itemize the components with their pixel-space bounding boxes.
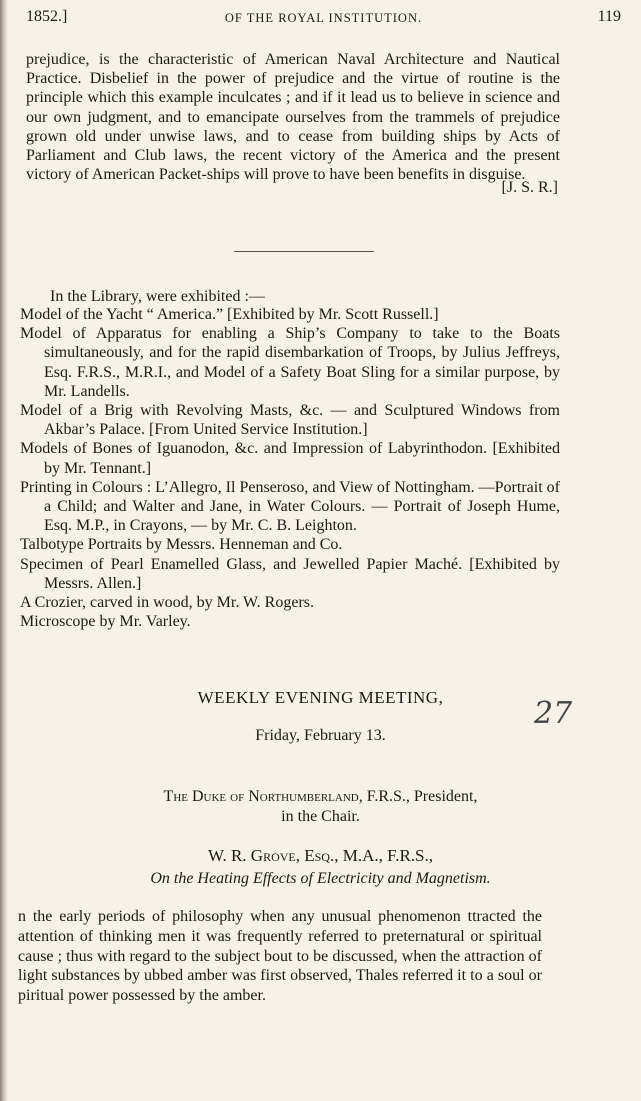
exhibit-item: Models of Bones of Iguanodon, &c. and Impression of Labyrinthodon. [Exhibited by Mr. Tennant.] <box>20 440 560 477</box>
author-initials: [J. S. R.] <box>501 179 558 197</box>
lecture-subject: On the Heating Effects of Electricity and Magnetism. <box>150 870 491 887</box>
exhibit-item: Talbotype Portraits by Messrs. Henneman and Co. <box>20 536 343 554</box>
header-year: 1852.] <box>26 8 68 25</box>
exhibit-item: Microscope by Mr. Varley. <box>20 613 191 631</box>
chair-line-2: in the Chair. <box>281 808 360 825</box>
page-number: 119 <box>597 8 621 25</box>
exhibit-item: Specimen of Pearl Enamelled Glass, and Jewelled Papier Maché. [Exhibited by Messrs. Allen.] <box>20 555 560 592</box>
intro-section <box>26 50 560 198</box>
speaker-line <box>0 846 641 866</box>
chair-name: The Duke of Northumberland <box>163 788 359 805</box>
exhibit-list <box>20 305 560 631</box>
meeting-date: Friday, February 13. <box>255 727 386 744</box>
meeting-title: WEEKLY EVENING MEETING, <box>197 688 444 707</box>
exhibit-item: Model of the Yacht “ America.” [Exhibited by Mr. Scott Russell.] <box>20 306 439 323</box>
page-gutter-shadow <box>0 0 8 1101</box>
chair-line <box>0 788 641 806</box>
exhibit-item: A Crozier, carved in wood, by Mr. W. Rogers. <box>20 594 314 612</box>
exhibit-item: Model of a Brig with Revolving Masts, &c. — and Sculptured Windows from Akbar’s Palace. [From United Service Institution.] <box>20 402 560 439</box>
exhibit-item: Model of Apparatus for enabling a Ship’s Company to take to the Boats simultaneously, and for the rapid disembarkation of Troops, by Julius Jeffreys, Esq. F.R.S., M.R.I., and Model of a Safety Boat Sling for a similar purpose, by Mr. Landells. <box>20 325 560 400</box>
speaker-name: W. R. Grove, Esq. <box>207 846 335 865</box>
lecture-paragraph: n the early periods of philosophy when any unusual phenomenon ttracted the attention of thinking men it was frequently referred to preternatural or spiritual cause ; thus with regard to the subject bout to be discussed, when the attraction of light substances by ubbed amber was first observed, Thales referred it to a soul or piritual power possessed by the amber. <box>18 908 542 1005</box>
handwritten-note: 27 <box>534 696 573 731</box>
intro-paragraph: prejudice, is the characteristic of American Naval Architecture and Nautical Practice. Disbelief in the power of prejudice and the virtue of routine is the principle which this example inculcates ; and if it lead us to believe in science and our own judgment, and to emancipate ourselves from the trammels of prejudice grown old under unwise laws, and to cease from building ships by Acts of Parliament and Club laws, the recent victory of the America and the present victory of American Packet-ships will prove to have been benefits in disguise. <box>26 51 560 184</box>
library-heading: In the Library, were exhibited :— <box>50 288 265 305</box>
chair-title: , F.R.S., President, <box>358 788 478 805</box>
exhibit-item: Printing in Colours : L’Allegro, Il Penseroso, and View of Nottingham. —Portrait of a Child; and Walter and Jane, in Water Colours. — Portrait of Joseph Hume, Esq. M.P., in Crayons, — by Mr. C. B. Leighton. <box>20 478 560 535</box>
speaker-credentials: , M.A., F.R.S., <box>334 846 434 865</box>
section-divider <box>234 251 374 252</box>
header-title: OF THE ROYAL INSTITUTION. <box>224 11 423 25</box>
running-header <box>26 8 621 30</box>
